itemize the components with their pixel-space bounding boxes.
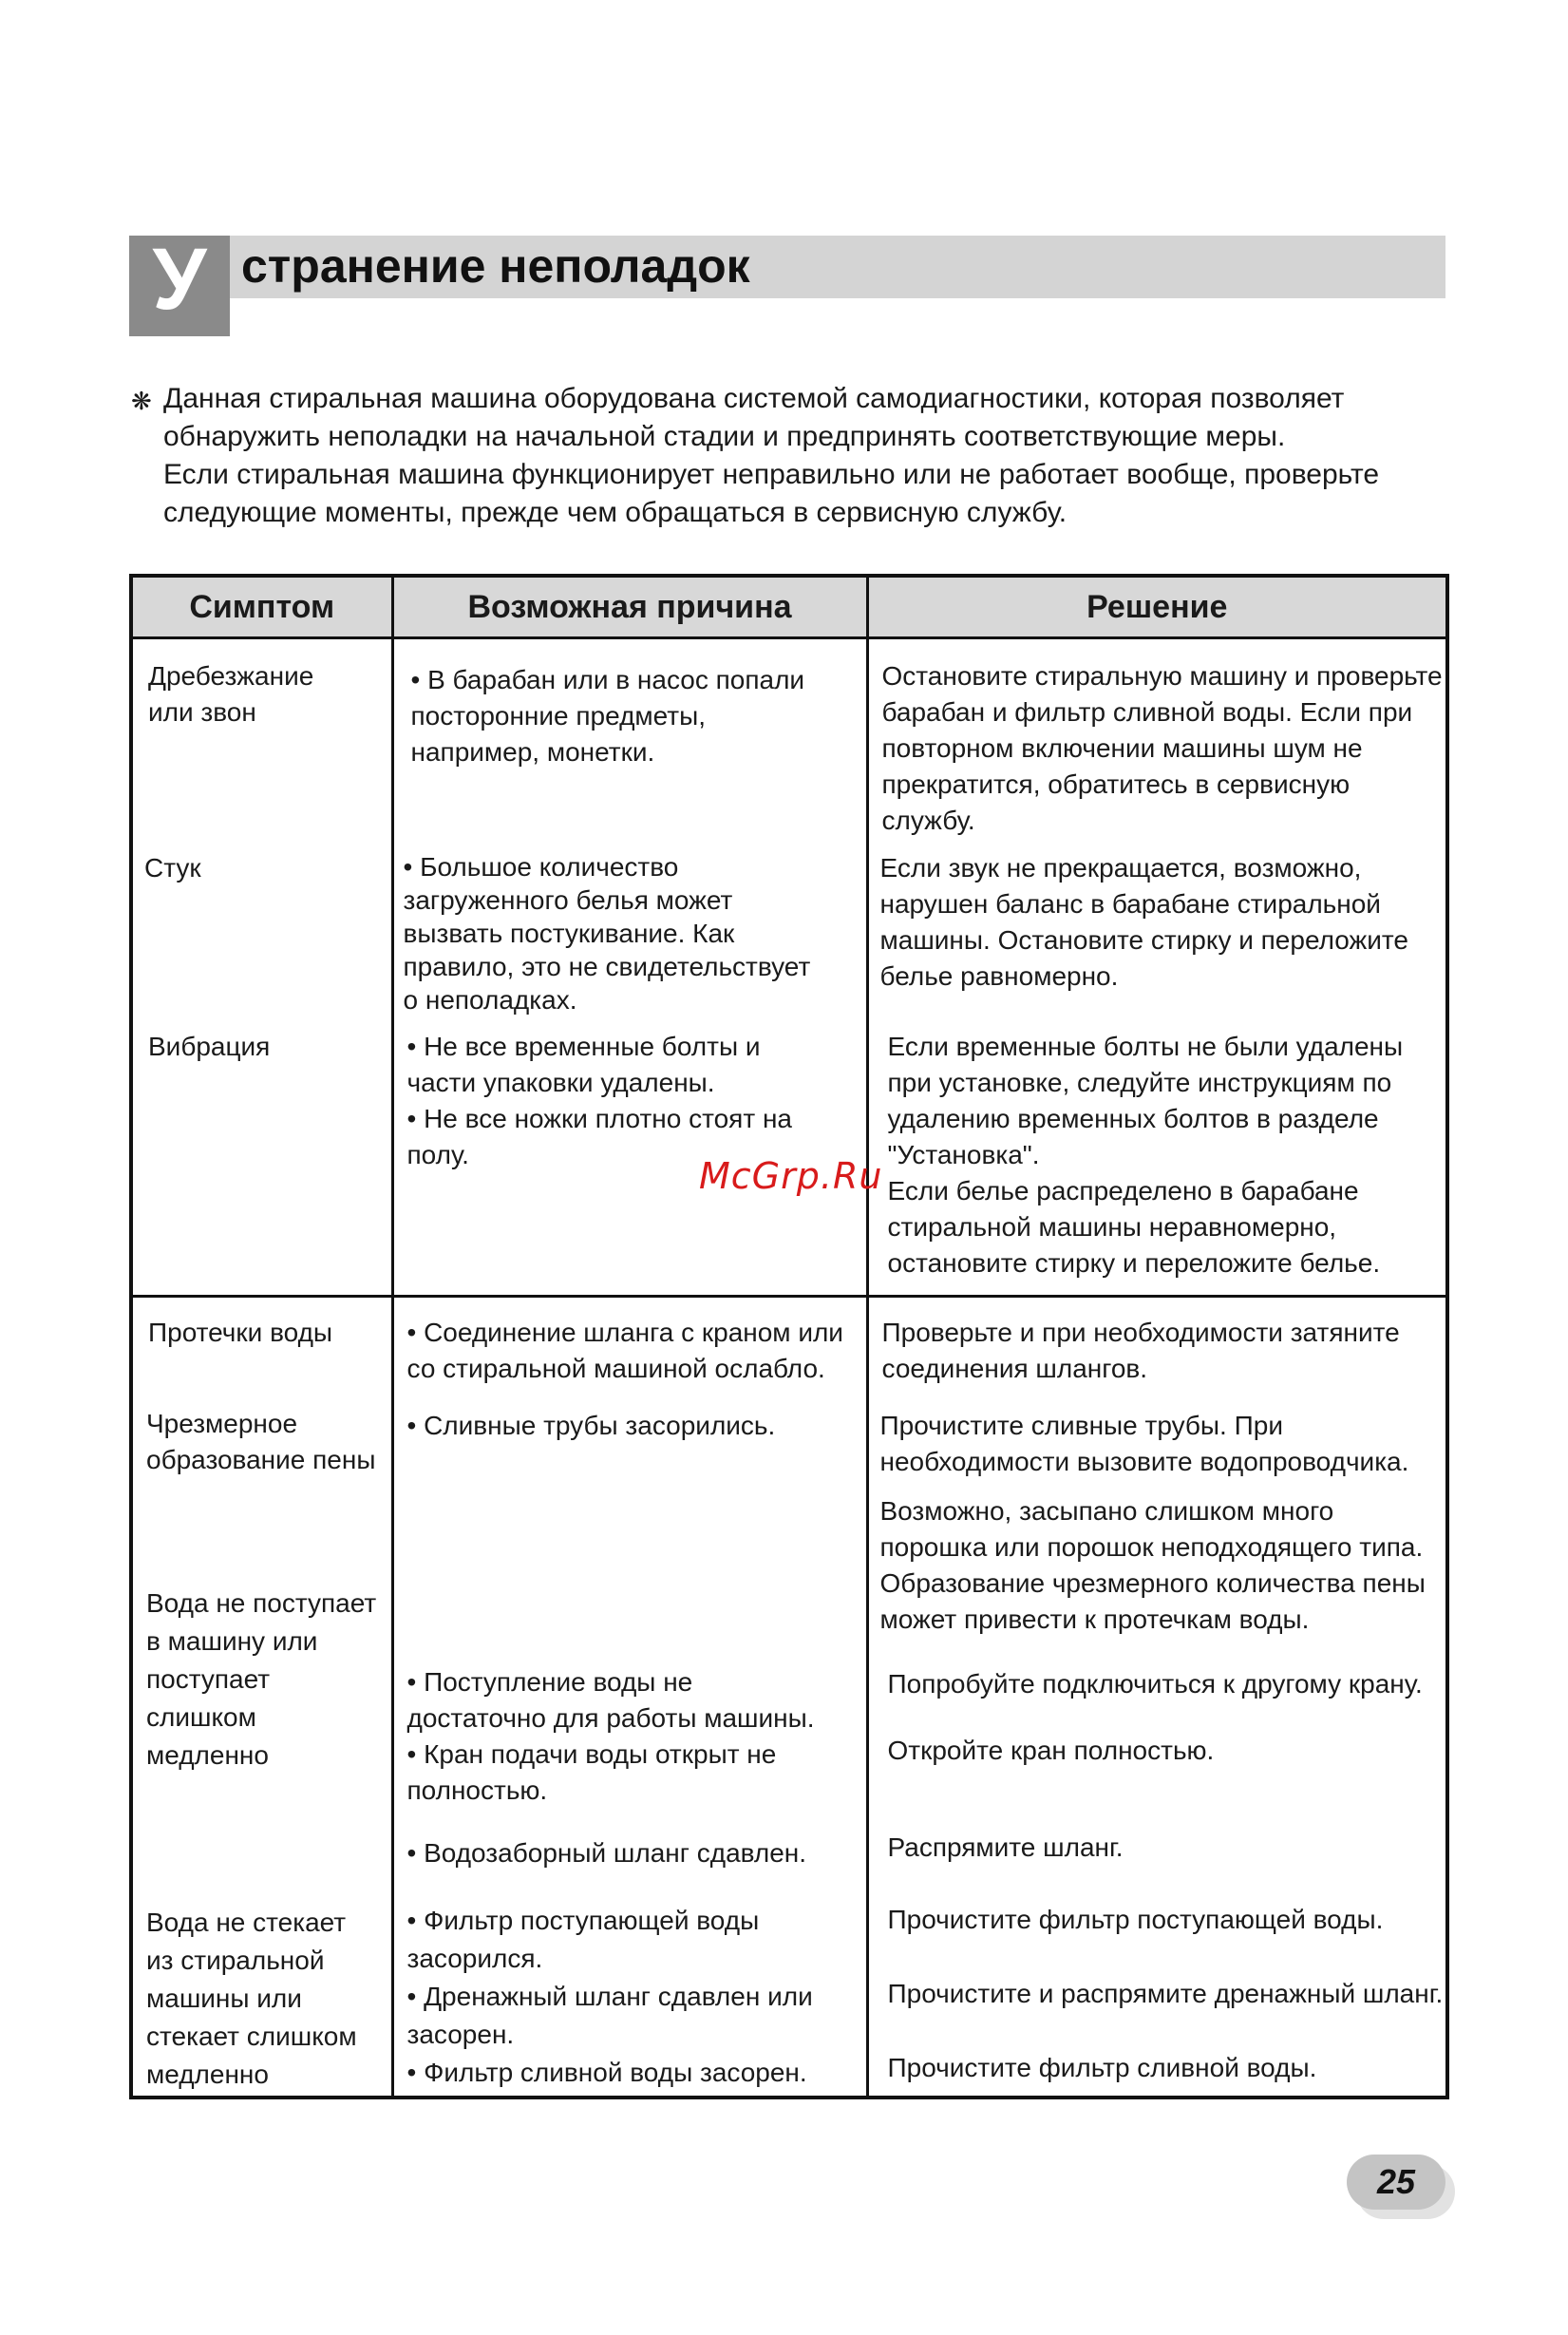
text-line: Прочистите фильтр поступающей воды. xyxy=(887,1905,1384,1934)
text-line: • Большое количество xyxy=(403,852,679,882)
text-line: Остановите стиральную машину и проверьте xyxy=(881,661,1443,691)
text-line: Попробуйте подключиться к другому крану. xyxy=(887,1669,1423,1699)
symptom-cell xyxy=(131,1297,392,2098)
text-line: машины или xyxy=(146,1984,302,2013)
text-line: медленно xyxy=(146,2060,269,2089)
symptom-cell xyxy=(131,638,392,1297)
text-line: может привести к протечкам воды. xyxy=(879,1604,1310,1634)
intro-line: следующие моменты, прежде чем обращаться в сервисную службу. xyxy=(163,497,1067,528)
watermark: McGrp.Ru xyxy=(699,1155,883,1197)
text-line: из стиральной xyxy=(146,1946,325,1975)
table-row xyxy=(131,1297,1447,2098)
text-line: прекратится, обратитесь в сервисную xyxy=(881,769,1351,799)
text-line: засорился. xyxy=(406,1944,543,1973)
symptom-vibration xyxy=(148,1029,270,1065)
troubleshooting-table xyxy=(129,574,1449,2099)
text-line: • Не все ножки плотно стоят на xyxy=(406,1104,792,1133)
text-line: образование пены xyxy=(146,1445,376,1474)
text-line: о неполадках. xyxy=(403,985,577,1015)
text-line: Распрямите шланг. xyxy=(887,1832,1124,1862)
text-line: или звон xyxy=(148,697,256,727)
solution-open-tap xyxy=(888,1733,1215,1769)
text-line: медленно xyxy=(146,1740,269,1770)
text-line: необходимости вызовите водопроводчика. xyxy=(879,1447,1409,1476)
cause-cell xyxy=(392,638,867,1297)
text-line: Откройте кран полностью. xyxy=(887,1736,1215,1765)
page-number: 25 xyxy=(1347,2155,1445,2210)
text-line: посторонние предметы, xyxy=(410,701,707,731)
table-header-row xyxy=(131,576,1447,638)
text-line: Если белье распределено в барабане xyxy=(887,1176,1359,1205)
text-line: Стук xyxy=(144,853,201,883)
note-mark-icon: ❋ xyxy=(131,387,152,415)
text-line: Вода не поступает xyxy=(146,1588,377,1618)
text-line: Образование чрезмерного количества пены xyxy=(879,1568,1426,1598)
text-line: нарушен баланс в барабане стиральной xyxy=(879,889,1381,919)
text-line: белье равномерно. xyxy=(879,961,1119,991)
text-line: • Дренажный шланг сдавлен или xyxy=(406,1982,813,2011)
text-line: достаточно для работы машины. xyxy=(406,1703,815,1733)
text-line: • Поступление воды не xyxy=(406,1667,693,1697)
title-text: странение неполадок xyxy=(241,239,750,293)
text-line: машины. Остановите стирку и переложите xyxy=(879,925,1408,955)
cause-loose-hose xyxy=(407,1315,843,1387)
text-line: стекает слишком xyxy=(146,2022,357,2051)
text-line: • Соединение шланга с краном или xyxy=(406,1318,843,1347)
text-line: правило, это не свидетельствует xyxy=(403,952,811,981)
text-line: Вибрация xyxy=(148,1032,271,1061)
text-line: в машину или xyxy=(146,1626,318,1656)
title-initial: У xyxy=(129,236,230,336)
text-line: • В барабан или в насос попали xyxy=(410,665,805,694)
intro-line: Если стиральная машина функционирует неправильно или не работает вообще, проверьте xyxy=(163,459,1380,490)
text-line: • Сливные трубы засорились. xyxy=(406,1411,776,1440)
text-line: Если звук не прекращается, возможно, xyxy=(879,853,1362,883)
text-line: повторном включении машины шум не xyxy=(881,733,1363,763)
text-line: Если временные болты не были удалены xyxy=(887,1032,1404,1061)
text-line: порошка или порошок неподходящего типа. xyxy=(879,1532,1424,1562)
text-line: • Водозаборный шланг сдавлен. xyxy=(406,1838,807,1868)
text-line: Возможно, засыпано слишком много xyxy=(879,1496,1334,1526)
text-line: соединения шлангов. xyxy=(881,1354,1148,1383)
symptom-knock xyxy=(144,850,201,886)
text-line: стиральной машины неравномерно, xyxy=(887,1212,1337,1242)
text-line: поступает xyxy=(146,1664,271,1694)
text-line: слишком xyxy=(146,1702,256,1732)
text-line: удалению временных болтов в разделе xyxy=(887,1104,1379,1133)
intro-text xyxy=(163,380,1455,532)
cause-heavy-load xyxy=(404,850,811,1016)
intro-line: Данная стиральная машина оборудована системой самодиагностики, которая позволяет xyxy=(163,383,1345,414)
text-line: барабан и фильтр сливной воды. Если при xyxy=(881,697,1413,727)
solution-straighten-hose xyxy=(888,1830,1124,1866)
symptom-leaks xyxy=(148,1315,332,1351)
cause-low-supply xyxy=(407,1664,815,1809)
text-line: части упаковки удалены. xyxy=(406,1068,715,1097)
cause-hose-kinked xyxy=(407,1835,807,1871)
header-cause: Возможная причина xyxy=(392,576,867,638)
text-line: Прочистите и распрямите дренажный шланг. xyxy=(887,1979,1444,2008)
text-line: при установке, следуйте инструкциям по xyxy=(887,1068,1392,1097)
text-line: Вода не стекает xyxy=(146,1908,347,1937)
text-line: полу. xyxy=(406,1140,469,1169)
text-line: • Не все временные болты и xyxy=(406,1032,761,1061)
text-line: остановите стирку и переложите белье. xyxy=(887,1248,1381,1278)
solution-clean-drain-filter xyxy=(888,2050,1317,2086)
intro-line: обнаружить неполадки на начальной стадии и предпринять соответствующие меры. xyxy=(163,421,1286,452)
header-symptom: Симптом xyxy=(131,576,392,638)
solution-remove-bolts xyxy=(888,1029,1404,1281)
text-line: Прочистите сливные трубы. При xyxy=(879,1411,1283,1440)
cause-cell xyxy=(392,1297,867,2098)
text-line: Прочистите фильтр сливной воды. xyxy=(887,2053,1317,2082)
header-solution: Решение xyxy=(867,576,1447,638)
symptom-no-drain xyxy=(146,1904,357,2094)
solution-detergent xyxy=(880,1493,1426,1638)
solution-stop-check xyxy=(882,658,1443,839)
text-line: Дребезжание xyxy=(148,661,314,691)
text-line: Проверьте и при необходимости затяните xyxy=(881,1318,1400,1347)
symptom-rattle xyxy=(148,658,313,731)
cause-drain-problems xyxy=(407,1902,813,2092)
cause-transit-bolts xyxy=(407,1029,792,1173)
solution-rebalance xyxy=(880,850,1408,995)
text-line: • Фильтр поступающей воды xyxy=(406,1906,760,1935)
cause-clogged-pipes xyxy=(407,1408,776,1444)
symptom-foam xyxy=(146,1406,375,1478)
text-line: службу. xyxy=(881,806,975,835)
text-line: • Фильтр сливной воды засорен. xyxy=(406,2058,807,2087)
solution-other-tap xyxy=(888,1666,1423,1702)
text-line: полностью. xyxy=(406,1775,548,1805)
symptom-no-water xyxy=(146,1585,376,1775)
text-line: Чрезмерное xyxy=(146,1409,298,1438)
text-line: вызвать постукивание. Как xyxy=(403,919,735,948)
solution-cell xyxy=(867,1297,1447,2098)
text-line: загруженного белья может xyxy=(403,885,733,915)
text-line: со стиральной машиной ослабло. xyxy=(406,1354,825,1383)
solution-clean-inlet-filter xyxy=(888,1902,1384,1938)
text-line: "Установка". xyxy=(887,1140,1040,1169)
text-line: засорен. xyxy=(406,2020,515,2049)
solution-clean-pipes xyxy=(880,1408,1409,1480)
section-title xyxy=(129,231,1445,336)
solution-cell xyxy=(867,638,1447,1297)
solution-tighten xyxy=(882,1315,1400,1387)
text-line: например, монетки. xyxy=(410,737,655,767)
solution-drain-hose xyxy=(888,1976,1444,2012)
text-line: Протечки воды xyxy=(148,1318,333,1347)
table-row xyxy=(131,638,1447,1297)
text-line: • Кран подачи воды открыт не xyxy=(406,1739,777,1769)
cause-foreign-objects xyxy=(411,662,805,770)
